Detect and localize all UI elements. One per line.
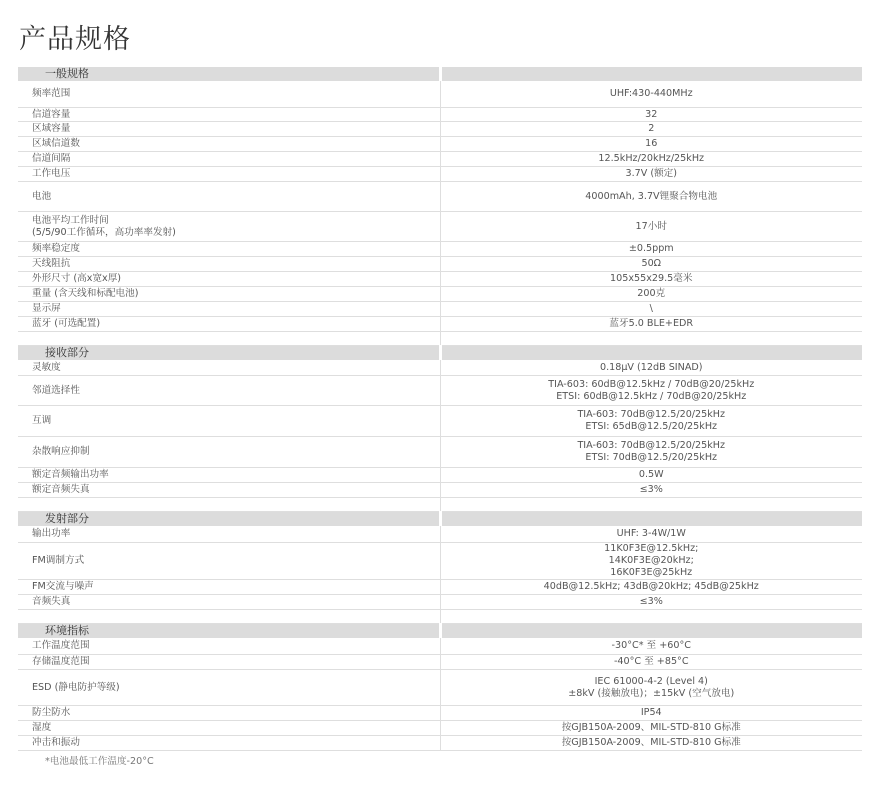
spec-value: 3.7V (额定) [440, 167, 862, 182]
spec-value: 按GJB150A-2009、MIL-STD-810 G标准 [440, 721, 862, 736]
spec-row [18, 212, 862, 242]
spec-label: 区域容量 [18, 122, 440, 137]
spec-value: -30°C* 至 +60°C [440, 638, 862, 655]
spec-row [18, 302, 862, 317]
spec-value: 200克 [440, 287, 862, 302]
spec-row [18, 655, 862, 670]
spec-label: 频率范围 [18, 81, 440, 108]
spec-value: UHF:430-440MHz [440, 81, 862, 108]
spec-row [18, 137, 862, 152]
spec-label: 湿度 [18, 721, 440, 736]
spacer-cell [18, 332, 440, 346]
spec-label: 信道间隔 [18, 152, 440, 167]
section-header [18, 346, 862, 361]
spec-label: 防尘防水 [18, 706, 440, 721]
spec-label: FM交流与噪声 [18, 580, 440, 595]
spec-label: 灵敏度 [18, 360, 440, 376]
spacer-cell [18, 498, 440, 512]
spec-row [18, 287, 862, 302]
spacer-cell [440, 332, 862, 346]
section-header [18, 67, 862, 81]
spec-row [18, 736, 862, 751]
spec-value: ≤3% [440, 595, 862, 610]
spec-row [18, 108, 862, 122]
spec-row [18, 595, 862, 610]
spec-row [18, 272, 862, 287]
spec-value: 17小时 [440, 212, 862, 242]
section-heading: 一般规格 [18, 67, 440, 81]
spec-label: 存储温度范围 [18, 655, 440, 670]
spec-label: 额定音频失真 [18, 483, 440, 498]
spec-value: 4000mAh, 3.7V锂聚合物电池 [440, 182, 862, 212]
spec-row [18, 437, 862, 468]
spec-row [18, 152, 862, 167]
spec-row [18, 580, 862, 595]
spec-row [18, 721, 862, 736]
spec-label: ESD (静电防护等级) [18, 670, 440, 706]
spec-label: 音频失真 [18, 595, 440, 610]
spec-row [18, 242, 862, 257]
spec-value: 105x55x29.5毫米 [440, 272, 862, 287]
spec-table [18, 67, 862, 751]
footnote: *电池最低工作温度-20°C [45, 756, 154, 767]
spec-value: TIA-603: 60dB@12.5kHz / 70dB@20/25kHz ETSI: 60dB@12.5kHz / 70dB@20/25kHz [440, 376, 862, 406]
spec-label: 电池 [18, 182, 440, 212]
section-heading: 发射部分 [18, 512, 440, 527]
spec-value: 50Ω [440, 257, 862, 272]
spec-value: 16 [440, 137, 862, 152]
spec-label: 杂散响应抑制 [18, 437, 440, 468]
spec-label: 输出功率 [18, 526, 440, 543]
spacer-cell [18, 610, 440, 624]
spec-value: 0.18μV (12dB SINAD) [440, 360, 862, 376]
section-spacer [18, 332, 862, 346]
section-heading-fill [440, 624, 862, 639]
spacer-cell [440, 610, 862, 624]
spec-value: ≤3% [440, 483, 862, 498]
spec-row [18, 122, 862, 137]
section-spacer [18, 610, 862, 624]
spec-value: \ [440, 302, 862, 317]
section-spacer [18, 498, 862, 512]
spec-label: 外形尺寸 (高x宽x厚) [18, 272, 440, 287]
spec-label: 工作温度范围 [18, 638, 440, 655]
spec-row [18, 360, 862, 376]
spec-label: 蓝牙 (可选配置) [18, 317, 440, 332]
spec-value: 11K0F3E@12.5kHz; 14K0F3E@20kHz; 16K0F3E@25kHz [440, 543, 862, 580]
spec-row [18, 317, 862, 332]
spec-label: 天线阻抗 [18, 257, 440, 272]
section-heading-fill [440, 346, 862, 361]
spec-value: 按GJB150A-2009、MIL-STD-810 G标准 [440, 736, 862, 751]
spec-label: 工作电压 [18, 167, 440, 182]
spec-row [18, 376, 862, 406]
spec-value: 2 [440, 122, 862, 137]
spec-label: 显示屏 [18, 302, 440, 317]
spec-value: -40°C 至 +85°C [440, 655, 862, 670]
section-heading-fill [440, 512, 862, 527]
spec-row [18, 526, 862, 543]
spec-label: 邻道选择性 [18, 376, 440, 406]
spacer-cell [440, 498, 862, 512]
spec-label: 区域信道数 [18, 137, 440, 152]
spec-label: 冲击和振动 [18, 736, 440, 751]
section-header [18, 512, 862, 527]
spec-value: 蓝牙5.0 BLE+EDR [440, 317, 862, 332]
spec-value: 0.5W [440, 468, 862, 483]
spec-value: 12.5kHz/20kHz/25kHz [440, 152, 862, 167]
spec-row [18, 468, 862, 483]
spec-label: 互调 [18, 406, 440, 437]
spec-row [18, 670, 862, 706]
spec-row [18, 638, 862, 655]
spec-value: 32 [440, 108, 862, 122]
spec-row [18, 706, 862, 721]
spec-row [18, 543, 862, 580]
section-heading-fill [440, 67, 862, 81]
spec-label: 重量 (含天线和标配电池) [18, 287, 440, 302]
spec-row [18, 182, 862, 212]
spec-row [18, 167, 862, 182]
spec-row [18, 483, 862, 498]
page-title: 产品规格 [19, 24, 131, 55]
spec-value: IP54 [440, 706, 862, 721]
spec-label: 频率稳定度 [18, 242, 440, 257]
spec-row [18, 406, 862, 437]
spec-label: 额定音频输出功率 [18, 468, 440, 483]
section-heading: 接收部分 [18, 346, 440, 361]
section-header [18, 624, 862, 639]
spec-label: 电池平均工作时间 (5/5/90工作循环，高功率率发射) [18, 212, 440, 242]
spec-value: TIA-603: 70dB@12.5/20/25kHz ETSI: 70dB@12.5/20/25kHz [440, 437, 862, 468]
spec-row [18, 257, 862, 272]
spec-label: FM调制方式 [18, 543, 440, 580]
spec-value: TIA-603: 70dB@12.5/20/25kHz ETSI: 65dB@12.5/20/25kHz [440, 406, 862, 437]
spec-value: UHF: 3-4W/1W [440, 526, 862, 543]
section-heading: 环境指标 [18, 624, 440, 639]
spec-value: IEC 61000-4-2 (Level 4) ±8kV (接触放电)；±15kV (空气放电) [440, 670, 862, 706]
spec-label: 信道容量 [18, 108, 440, 122]
spec-row [18, 81, 862, 108]
spec-value: ±0.5ppm [440, 242, 862, 257]
spec-value: 40dB@12.5kHz; 43dB@20kHz; 45dB@25kHz [440, 580, 862, 595]
